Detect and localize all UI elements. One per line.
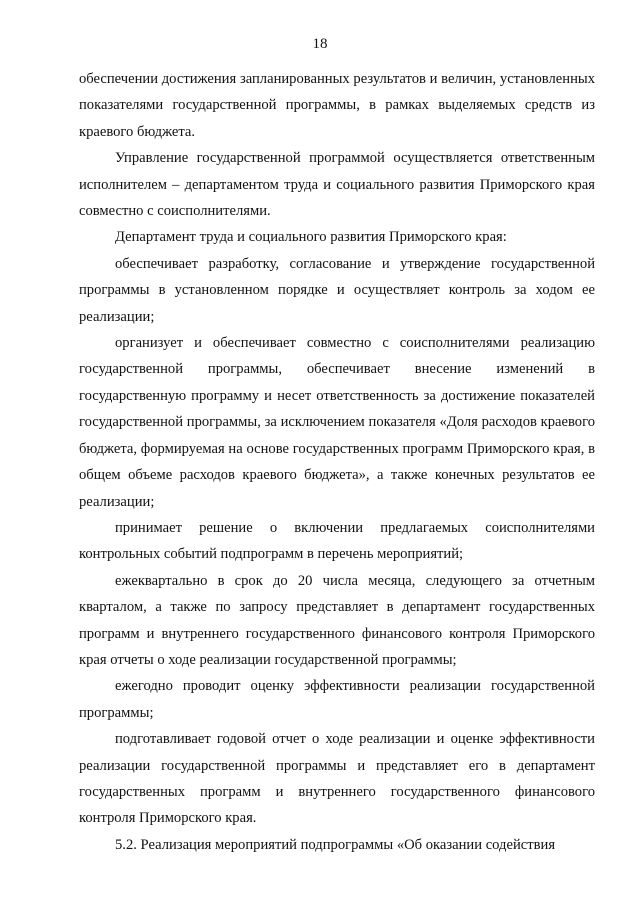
paragraph-section-5-2: 5.2. Реализация мероприятий подпрограммы «Об оказании содействия <box>115 836 556 853</box>
paragraph-program-management: Управление государственной программой осуществляется ответственным исполнителем – департаментом труда и социального развития Приморского края совместно с соисполнителями. <box>79 150 595 220</box>
paragraph-control-events: принимает решение о включении предлагаемых соисполнителями контрольных событий подпрограмм в перечень мероприятий; <box>79 519 595 563</box>
body-text <box>79 66 595 858</box>
paragraph-department-heading: Департамент труда и социального развития Приморского края: <box>115 229 507 246</box>
page-number: 18 <box>312 36 328 52</box>
paragraph-budget-scope: обеспечении достижения запланированных результатов и величин, установленных показателями государственной программы, в рамках выделяемых средств из краевого бюджета. <box>79 71 595 140</box>
paragraph-develops-program: обеспечивает разработку, согласование и утверждение государственной программы в установленном порядке и осуществляет контроль за ходом ее реализации; <box>79 255 595 325</box>
paragraph-quarterly-reports: ежеквартально в срок до 20 числа месяца, следующего за отчетным кварталом, а также по запросу представляет в департамент государственных программ и внутреннего государственного финансового контроля Приморского края отчеты о ходе реализации государственной программы; <box>79 572 595 668</box>
paragraph-annual-evaluation: ежегодно проводит оценку эффективности реализации государственной программы; <box>79 678 595 721</box>
paragraph-annual-report: подготавливает годовой отчет о ходе реализации и оценке эффективности реализации государственной программы и представляет его в департамент государственных программ и внутреннего государственного финансового контроля Приморского края. <box>79 731 595 827</box>
paragraph-organizes-implementation: организует и обеспечивает совместно с соисполнителями реализацию государственной программы, обеспечивает внесение изменений в государственную программу и несет ответственность за достижение показателей государственной программы, за исключением показателя «Доля расходов краевого бюджета, формируемая на основе государственных программ Приморского края, в общем объеме расходов краевого бюджета», а также конечных результатов ее реализации; <box>79 335 595 510</box>
